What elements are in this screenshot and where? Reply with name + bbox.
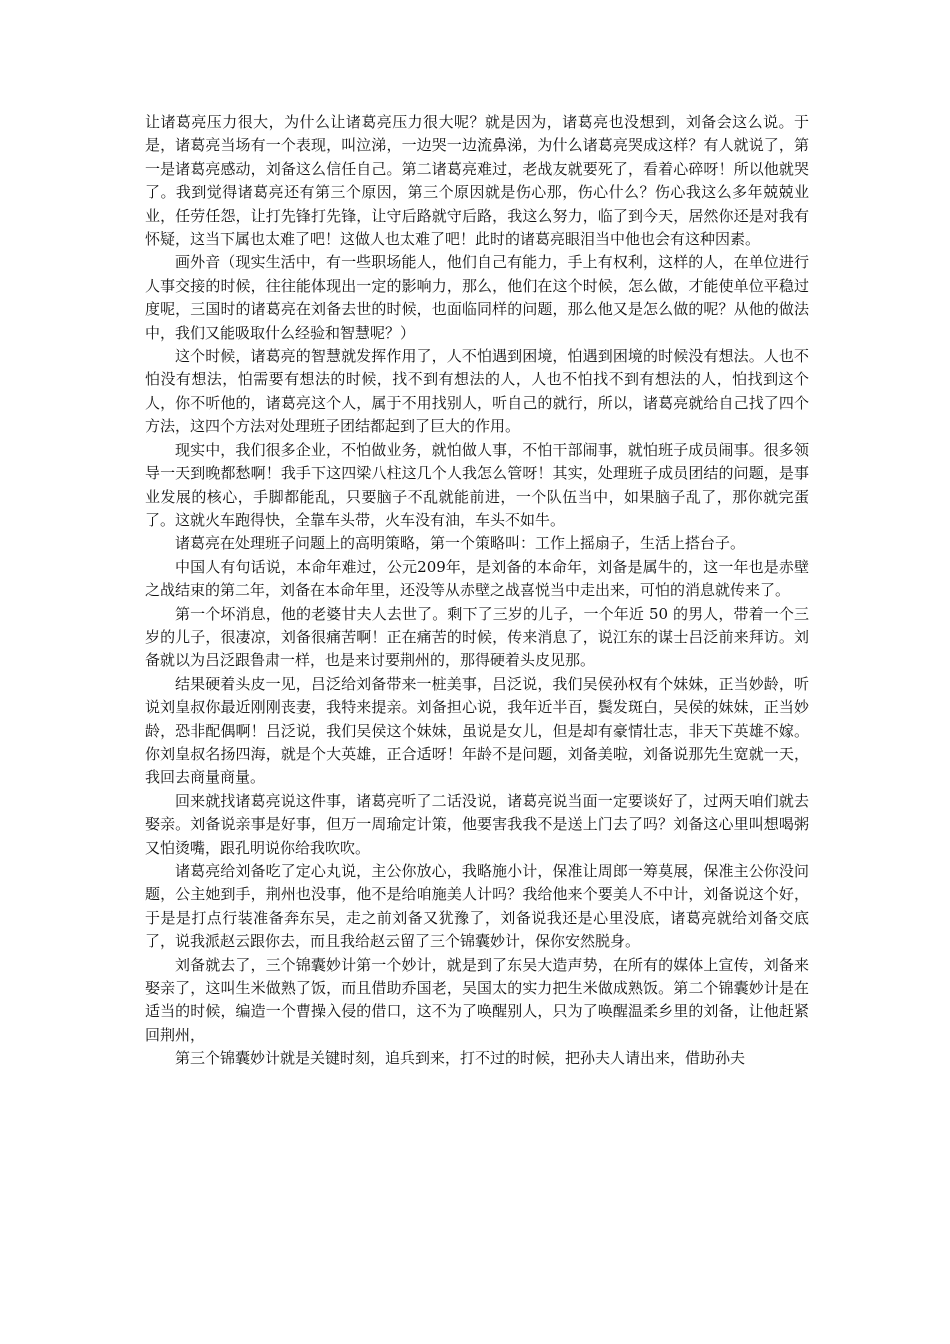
paragraph-8: 结果硬着头皮一见，吕泛给刘备带来一桩美事，吕泛说，我们吴侯孙权有个妹妹，正当妙龄，听说刘皇叔你最近刚刚丧妻，我特来提亲。刘备担心说，我年近半百，鬓发斑白，吴侯的妹妹，正当妙龄，恐非配偶啊！吕泛说，我们吴侯这个妹妹，虽说是女儿，但是却有豪情壮志，非天下英雄不嫁。你刘皇叔名扬四海，就是个大英雄，正合适呀！年龄不是问题，刘备美啦，刘备说那先生宽就一天，我回去商量商量。 (145, 674, 809, 787)
paragraph-10: 诸葛亮给刘备吃了定心丸说，主公你放心，我略施小计，保准让周郎一筹莫展，保准主公你没问题，公主她到手，荆州也没事，他不是给咱施美人计吗？我给他来个要美人不中计，刘备说这个好，于是是打点行装准备奔东吴，走之前刘备又犹豫了，刘备说我还是心里没底，诸葛亮就给刘备交底了，说我派赵云跟你去，而且我给赵云留了三个锦囊妙计，保你安然脱身。 (145, 862, 809, 951)
paragraph-12: 第三个锦囊妙计就是关键时刻，追兵到来，打不过的时候，把孙夫人请出来，借助孙夫 (175, 1049, 746, 1068)
paragraph-9: 回来就找诸葛亮说这件事，诸葛亮听了二话没说，诸葛亮说当面一定要谈好了，过两天咱们就去娶亲。刘备说亲事是好事，但万一周瑜定计策，他要害我我不是送上门去了吗？刘备这心里叫想喝粥又怕烫嘴，跟孔明说你给我吹吹。 (145, 791, 809, 857)
paragraph-2: 画外音（现实生活中，有一些职场能人，他们自己有能力，手上有权利，这样的人，在单位进行人事交接的时候，往往能体现出一定的影响力，那么，他们在这个时候，怎么做，才能使单位平稳过度呢，三国时的诸葛亮在刘备去世的时候，也面临同样的问题，那么他又是怎么做的呢？从他的做法中，我们又能吸取什么经验和智慧呢？） (145, 253, 809, 342)
paragraph-5: 诸葛亮在处理班子问题上的高明策略，第一个策略叫：工作上摇扇子，生活上搭台子。 (175, 534, 746, 553)
paragraph-6: 中国人有句话说，本命年难过，公元209年，是刘备的本命年，刘备是属牛的，这一年也是赤壁之战结束的第二年，刘备在本命年里，还没等从赤壁之战喜悦当中走出来，可怕的消息就传来了。 (145, 557, 809, 600)
paragraph-1: 让诸葛亮压力很大，为什么让诸葛亮压力很大呢？就是因为，诸葛亮也没想到，刘备会这么说。于是，诸葛亮当场有一个表现，叫泣涕，一边哭一边流鼻涕，为什么诸葛亮哭成这样？有人就说了，第一是诸葛亮感动，刘备这么信任自己。第二诸葛亮难过，老战友就要死了，看着心碎呀！所以他就哭了。我到觉得诸葛亮还有第三个原因，第三个原因就是伤心那，伤心什么？伤心我这么多年兢兢业业，任劳任怨，让打先锋打先锋，让守后路就守后路，我这么努力，临了到今天，居然你还是对我有怀疑，这当下属也太难了吧！这做人也太难了吧！此时的诸葛亮眼泪当中他也会有这种因素。 (145, 113, 809, 249)
document-body (145, 111, 809, 1071)
paragraph-11: 刘备就去了，三个锦囊妙计第一个妙计，就是到了东吴大造声势，在所有的媒体上宣传，刘备来娶亲了，这叫生米做熟了饭，而且借助乔国老，吴国太的实力把生米做成熟饭。第二个锦囊妙计是在适当的时候，编造一个曹操入侵的借口，这不为了唤醒别人，只为了唤醒温柔乡里的刘备，让他赶紧回荆州， (145, 955, 809, 1044)
paragraph-7: 第一个坏消息，他的老婆甘夫人去世了。剩下了三岁的儿子，一个年近 50 的男人，带着一个三岁的儿子，很凄凉，刘备很痛苦啊！正在痛苦的时候，传来消息了，说江东的谋士吕泛前来拜访。刘备就以为吕泛跟鲁肃一样，也是来讨要荆州的，那得硬着头皮见那。 (145, 604, 809, 670)
paragraph-4: 现实中，我们很多企业，不怕做业务，就怕做人事，不怕干部闹事，就怕班子成员闹事。很多领导一天到晚都愁啊！我手下这四梁八柱这几个人我怎么管呀！其实，处理班子成员团结的问题，是事业发展的核心，手脚都能乱，只要脑子不乱就能前进，一个队伍当中，如果脑子乱了，那你就完蛋了。这就火车跑得快，全靠车头带，火车没有油，车头不如牛。 (145, 440, 809, 529)
paragraph-3: 这个时候，诸葛亮的智慧就发挥作用了，人不怕遇到困境，怕遇到困境的时候没有想法。人也不怕没有想法，怕需要有想法的时候，找不到有想法的人，人也不怕找不到有想法的人，怕找到这个人，你不听他的，诸葛亮这个人，属于不用找别人，听自己的就行，所以，诸葛亮就给自己找了四个方法，这四个方法对处理班子团结都起到了巨大的作用。 (145, 347, 809, 436)
